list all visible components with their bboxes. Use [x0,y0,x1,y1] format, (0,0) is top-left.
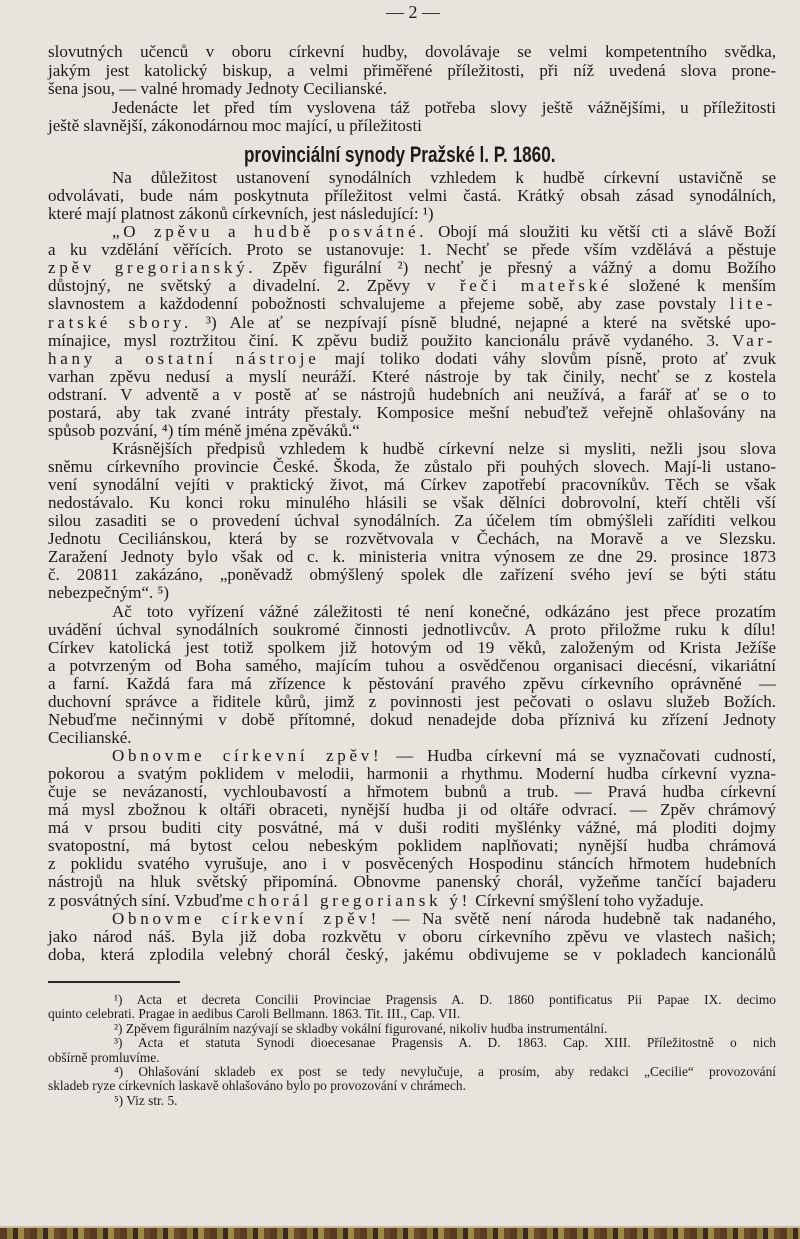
paragraph [48,43,776,99]
text-line [48,892,776,910]
spaced-emphasis-text: zpěv gregorianský. [48,258,257,278]
text-segment: jako národ náš. Byla již doba rozkvětu v oboru církevního zpěvu ve vlastech našich; [48,926,776,946]
text-segment: šena jsou, — valné hromady Jednoty Cecilianské. [48,79,387,98]
text-segment: č. 20811 zakázáno, „poněvadž obmýšlený spolek dle zařízení svého jeví se býti státu [48,565,776,585]
spaced-emphasis-text: chorál gregoriansk ý! [247,890,471,910]
text-segment: a potvrzeným od Boha samého, majícím tuhou a osvědčenou organisaci diecésní, vikariátní [48,655,776,675]
text-line [48,584,776,602]
text-segment: ⁵) Viz str. 5. [114,1092,178,1108]
text-line [48,657,776,675]
text-segment: obšírně promluvíme. [48,1049,160,1065]
text-line [48,765,776,783]
text-line [48,873,776,891]
text-segment: Jedenácte let před tím vyslovena táž potřeba slovy ještě vážnějšími, u příležitosti [112,97,776,117]
text-segment: Zaražení Jednoty bylo však od c. k. ministeria vnitra výnosem ze dne 29. prosince 1873 [48,547,776,567]
paragraph [48,440,776,603]
text-segment: Nebuďme nečinnými v době přítomné, dokud nenadejde doba příznivá ku zřízení Jednoty [48,709,776,729]
text-line [48,1007,776,1021]
text-segment: Ač toto vyřízení vážné záležitosti té není konečné, odkázáno jest přece prozatím [112,601,776,621]
text-line [48,117,776,136]
spaced-emphasis-text: ratské sbory. [48,312,193,332]
text-line [48,1065,776,1079]
footnote [48,1065,776,1094]
text-segment: ¹) Acta et decreta Concilii Provinciae Pragensis A. D. 1860 pontificatus Pii Papae IX. decimo [114,992,776,1007]
text-segment: uvádění úchval synodálních soukromé činnosti jednotlivcův. A proto přiložme ruku k dílu! [48,619,776,639]
text-segment: čuje se nevázaností, vychloubavostí a hřmotem bubnů a trub. — Pravá hudba církevní [48,782,776,802]
body-text-main [48,169,776,964]
text-segment: vení synodální vejíti v praktický život, má Církev zapotřebí pracovníkův. Těch se však [48,475,776,495]
footnote [48,1022,776,1036]
text-segment: a ku vzdělání věřících. Proto se ustanovuje: 1. Nechť se přede vším vzdělává a pěstuje [48,240,776,260]
text-line [48,99,776,118]
text-segment: varhan zpěvu nedusí a myslí neuráží. Které nástroje by tak činily, nechť se z kostela [48,366,776,386]
text-segment: sněmu církevního provincie České. Škoda, že zůstalo při pouhých slovech. Mají-li ustano- [48,457,776,476]
text-line [48,386,776,404]
footnote [48,1036,776,1065]
spaced-emphasis-text: v řeči mateřské [427,276,613,296]
text-segment: slavnostem a každodenní pobožnosti schvalujeme a přejeme sobě, aby zase povstaly [48,294,730,314]
text-segment: doba, která zplodila velebný chorál český, jakému obdivujeme se v pokladech kancionálů [48,944,776,964]
text-line [48,530,776,548]
text-line [48,1022,776,1036]
text-segment: nebezpečným“. ⁵) [48,583,170,603]
text-line [48,350,776,368]
text-segment: Na důležitost ustanovení synodálních vzhledem k hudbě církevní ustavičně se [112,168,776,187]
text-line [48,1094,776,1108]
paragraph [48,99,776,136]
text-segment: složené k menším [612,276,777,296]
text-line [48,1079,776,1093]
text-line [48,693,776,711]
text-line [48,675,776,693]
text-segment: postará, aby tak zvané intráty přestaly. Komposice mešní nebuďtež veřejně ohlašovány na [48,402,776,422]
text-line [48,440,776,458]
text-segment: slovutných učenců v oboru církevní hudby, dovolávaje se velmi kompetentního svědka, [48,42,776,61]
text-segment: Cecilianské. [48,727,132,747]
text-segment: jakým jest katolický biskup, a velmi přiměřené příležitosti, při níž uvedená slova prone- [48,60,776,80]
text-segment: odstraní. V adventě a v postě ať se nástrojů hudebních ani neužívá, a farář ať se o to [48,384,776,404]
text-segment: a farní. Každá fara má zřízence k pěstování pravého zpěvu církevního oprávněné — [48,673,776,693]
text-segment: nástrojů na hluk světský připomíná. Obnovme panenský chorál, vyžeňme tančící bajaderu [48,872,776,892]
spaced-emphasis-text: „O zpěvu a hudbě posvátné. [112,222,428,242]
text-segment: ³) Acta et statuta Synodi dioecesanae Pragensis A. D. 1863. Cap. XIII. Příležitostně o nich [114,1035,776,1051]
text-segment: mínajice, mysl roztržitou činí. K zpěvu budiž použito kancionálu právě vydaného. 3. [48,330,733,350]
text-line [48,259,776,277]
footnotes [48,993,776,1108]
text-segment: které mají platnost zákonů církevních, jest následující: ¹) [48,204,434,224]
footnote-divider [48,981,180,983]
text-line [48,928,776,946]
text-line [48,404,776,422]
paragraph [48,223,776,440]
text-line [48,621,776,639]
text-line [48,205,776,223]
text-segment: Zpěv figurální ²) nechť je přesný a vážný a domu Božího [256,258,776,278]
text-line [48,639,776,657]
text-line [48,368,776,386]
text-segment: má v prsou buditi city posvátné, má v duši roditi myšlénky vážné, má ploditi dojmy [48,818,776,838]
text-line [48,837,776,855]
text-line [48,62,776,81]
text-line [48,747,776,765]
text-segment: Církev katolická jest totiž spolkem již hotovým od 19 věků, založeným od Krista Ježíše [48,637,776,657]
text-segment: Jednotu Ceciliánskou, která by se rozvětvovala v Čechách, na Moravě a ve Slezsku. [48,529,776,549]
text-line [48,1036,776,1050]
body-text-intro [48,43,776,136]
text-segment: důstojný, ne světský a divadelní. 2. Zpěvy [48,276,428,296]
text-segment: nedostávalo. Ku konci roku minulého hlásili se však dělníci dobrovolní, kteří chtěli vší [48,493,776,513]
spaced-emphasis-text: Obnovme církevní zpěv! [112,746,383,765]
text-line [48,494,776,512]
section-heading-text: provinciální synody Pražské l. P. 1860. [244,142,556,167]
text-line [48,295,776,313]
text-segment: quinto celebrati. Pragae in aedibus Caroli Bellmann. 1863. Tit. III., Cap. VII. [48,1006,461,1022]
page-number: — 2 — [386,2,440,22]
text-line [48,566,776,584]
text-segment: ³) Ale ať se nezpívají písně bludné, nejapné a které na světské upo- [192,312,776,332]
paragraph [48,169,776,223]
text-line [48,993,776,1007]
text-segment: ²) Zpěvem figurálním nazývají se skladby vokální figurované, nikoliv hudba instrumentální. [114,1020,608,1036]
text-line [48,783,776,801]
text-segment: má mysl zbožnou k oltáři obraceti, nynější hudba ji od oltáře odvrací. — Zpěv chrámový [48,800,776,820]
text-segment: — Na světě není národa hudebně tak nadaného, [380,908,776,928]
text-segment: z posvátných síní. Vzbuďme [48,890,248,910]
text-line [48,729,776,747]
text-segment: duchovní správce a řiditele kůrů, jimž z povinnosti jest pečovati o oslavu služeb Božích. [48,691,776,711]
text-line [48,476,776,494]
text-line [48,43,776,62]
text-segment: Obojí má sloužiti ku větší cti a slávě Boží [427,222,776,242]
spaced-emphasis-text: Var- [732,330,776,350]
spaced-emphasis-text: Obnovme církevní zpěv! [112,908,381,928]
text-line [48,1051,776,1065]
text-line [48,169,776,187]
text-line [48,332,776,350]
text-line [48,314,776,332]
text-line [48,801,776,819]
text-line [48,946,776,964]
spaced-emphasis-text: lite- [729,294,776,314]
text-segment: odvolávati, bude nám poskytnuta příležitost velmi častá. Krátký obsah zásad synodálních, [48,186,776,206]
text-line [48,458,776,476]
text-line [48,548,776,566]
decorative-border-strip [0,1228,800,1239]
paragraph [48,910,776,964]
text-segment: silou zasaditi se o provedení úchval synodálních. Za účelem tím obmýšleli zaříditi velkou [48,511,776,531]
text-segment: ⁴) Ohlašování skladeb ex post se tedy nevylučuje, a prosím, aby redakci „Cecilie“ provozování [114,1063,776,1079]
text-segment: mají toliko dodati váhy slovům písně, proto ať zvuk [319,348,776,368]
text-line [48,187,776,205]
text-segment: z poklidu svatého vyrušuje, ano i v posvěcených Hospodinu stáncích hřmotem hudebních [48,854,776,874]
paragraph [48,747,776,910]
text-line [48,603,776,621]
text-segment: — Hudba církevní má se vyznačovati cudností, [382,746,777,765]
footnote [48,993,776,1022]
text-line [48,422,776,440]
text-line [48,512,776,530]
text-line [48,223,776,241]
text-line [48,910,776,928]
text-segment: Církevní smýšlení toho vyžaduje. [471,890,704,910]
text-line [48,819,776,837]
text-line [48,80,776,99]
text-segment: skladeb ryze církevních laskavě ohlašováno bylo po provozování v chrámech. [48,1078,466,1094]
text-segment: svatopostní, má bytost celou nebeským poklidem naplňovati; nynější hudba chrámová [48,836,776,856]
text-line [48,855,776,873]
paragraph [48,603,776,748]
section-heading [0,140,800,170]
text-segment: spůsob pozvání, ⁴) tím méně jména zpěváků.“ [48,420,360,440]
text-segment: Krásnějších předpisů vzhledem k hudbě církevní nelze si mysliti, nežli jsou slova [112,438,776,458]
text-segment: ještě slavnější, zákonodárnou moc mající, u příležitosti [48,116,422,135]
text-line [48,711,776,729]
spaced-emphasis-text: hany a ostatní nástroje [48,348,320,368]
footnote [48,1094,776,1108]
text-line [48,277,776,295]
text-segment: pokorou a svatým poklidem v melodii, harmonii a rhythmu. Moderní hudba církevní vyzna- [48,764,776,784]
text-line [48,241,776,259]
